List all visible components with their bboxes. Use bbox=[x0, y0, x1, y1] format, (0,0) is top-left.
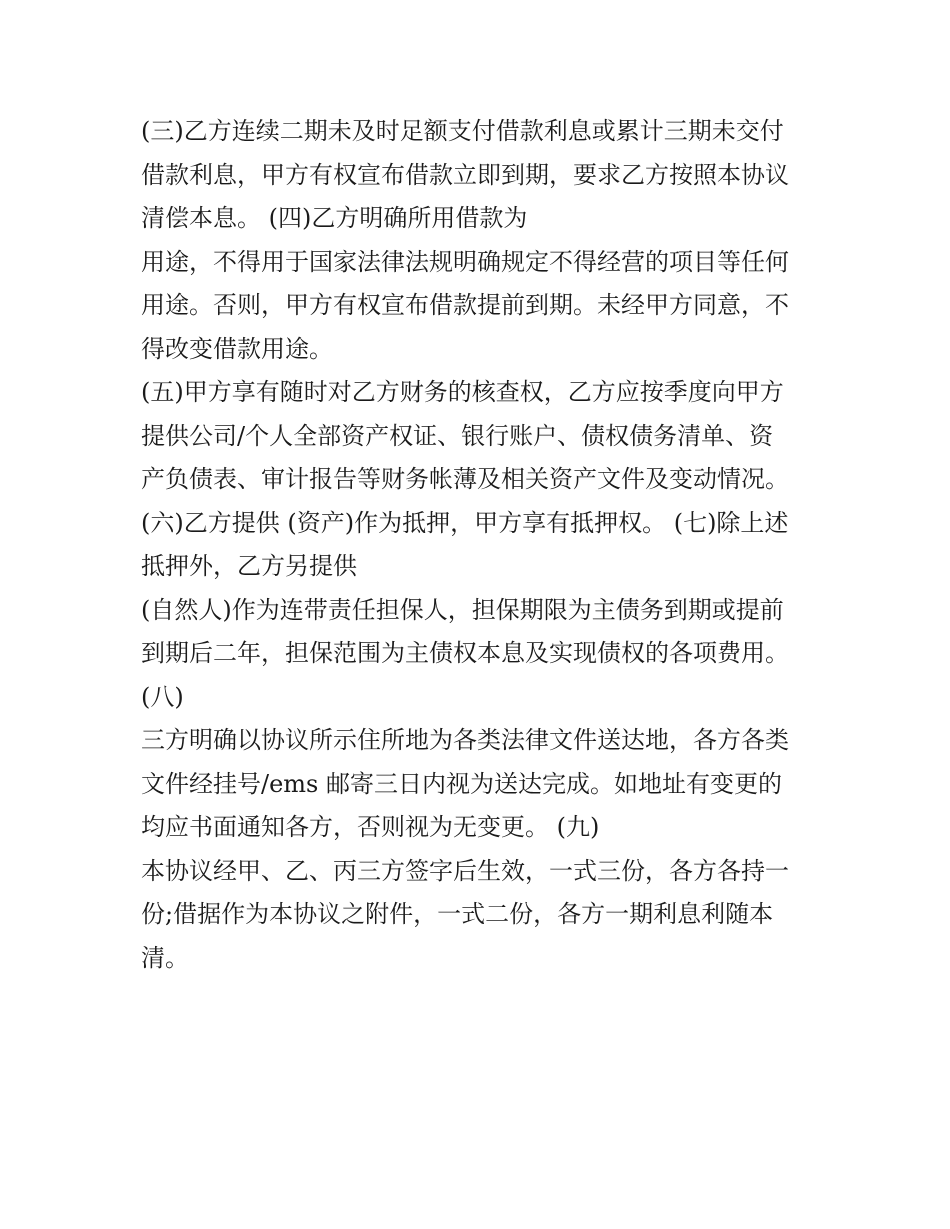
text-line-20: 清。 bbox=[141, 943, 189, 972]
text-line-14: (八) bbox=[141, 682, 184, 711]
text-line-16: 文件经挂号/ems 邮寄三日内视为送达完成。如地址有变更的 bbox=[141, 769, 782, 798]
text-line-2: 借款利息，甲方有权宣布借款立即到期，要求乙方按照本协议 bbox=[141, 160, 789, 189]
text-line-7: (五)甲方享有随时对乙方财务的核查权，乙方应按季度向甲方 bbox=[141, 378, 784, 406]
text-line-3: 清偿本息。 (四)乙方明确所用借款为 bbox=[141, 204, 528, 232]
text-line-15: 三方明确以协议所示住所地为各类法律文件送达地，各方各类 bbox=[141, 726, 789, 754]
text-line-1: (三)乙方连续二期未及时足额支付借款利息或累计三期未交付 bbox=[141, 117, 784, 145]
document-body bbox=[141, 110, 821, 980]
text-line-13: 到期后二年，担保范围为主债权本息及实现债权的各项费用。 bbox=[141, 639, 789, 667]
text-line-4: 用途，不得用于国家法律法规明确规定不得经营的项目等任何 bbox=[141, 247, 789, 276]
text-line-10: (六)乙方提供 (资产)作为抵押，甲方享有抵押权。 (七)除上述 bbox=[141, 508, 789, 537]
text-line-18: 本协议经甲、乙、丙三方签字后生效，一式三份，各方各持一 bbox=[141, 856, 789, 885]
text-line-19: 份;借据作为本协议之附件，一式二份，各方一期利息利随本 bbox=[141, 900, 774, 928]
text-line-6: 得改变借款用途。 bbox=[141, 334, 333, 363]
text-line-5: 用途。否则，甲方有权宣布借款提前到期。未经甲方同意，不 bbox=[141, 291, 789, 319]
text-line-11: 抵押外，乙方另提供 bbox=[141, 552, 357, 580]
text-line-8: 提供公司/个人全部资产权证、银行账户、债权债务清单、资 bbox=[141, 421, 774, 450]
text-line-12: (自然人)作为连带责任担保人，担保期限为主债务到期或提前 bbox=[141, 595, 784, 624]
text-line-17: 均应书面通知各方，否则视为无变更。 (九) bbox=[141, 813, 600, 841]
text-line-9: 产负债表、审计报告等财务帐薄及相关资产文件及变动情况。 bbox=[141, 465, 789, 493]
